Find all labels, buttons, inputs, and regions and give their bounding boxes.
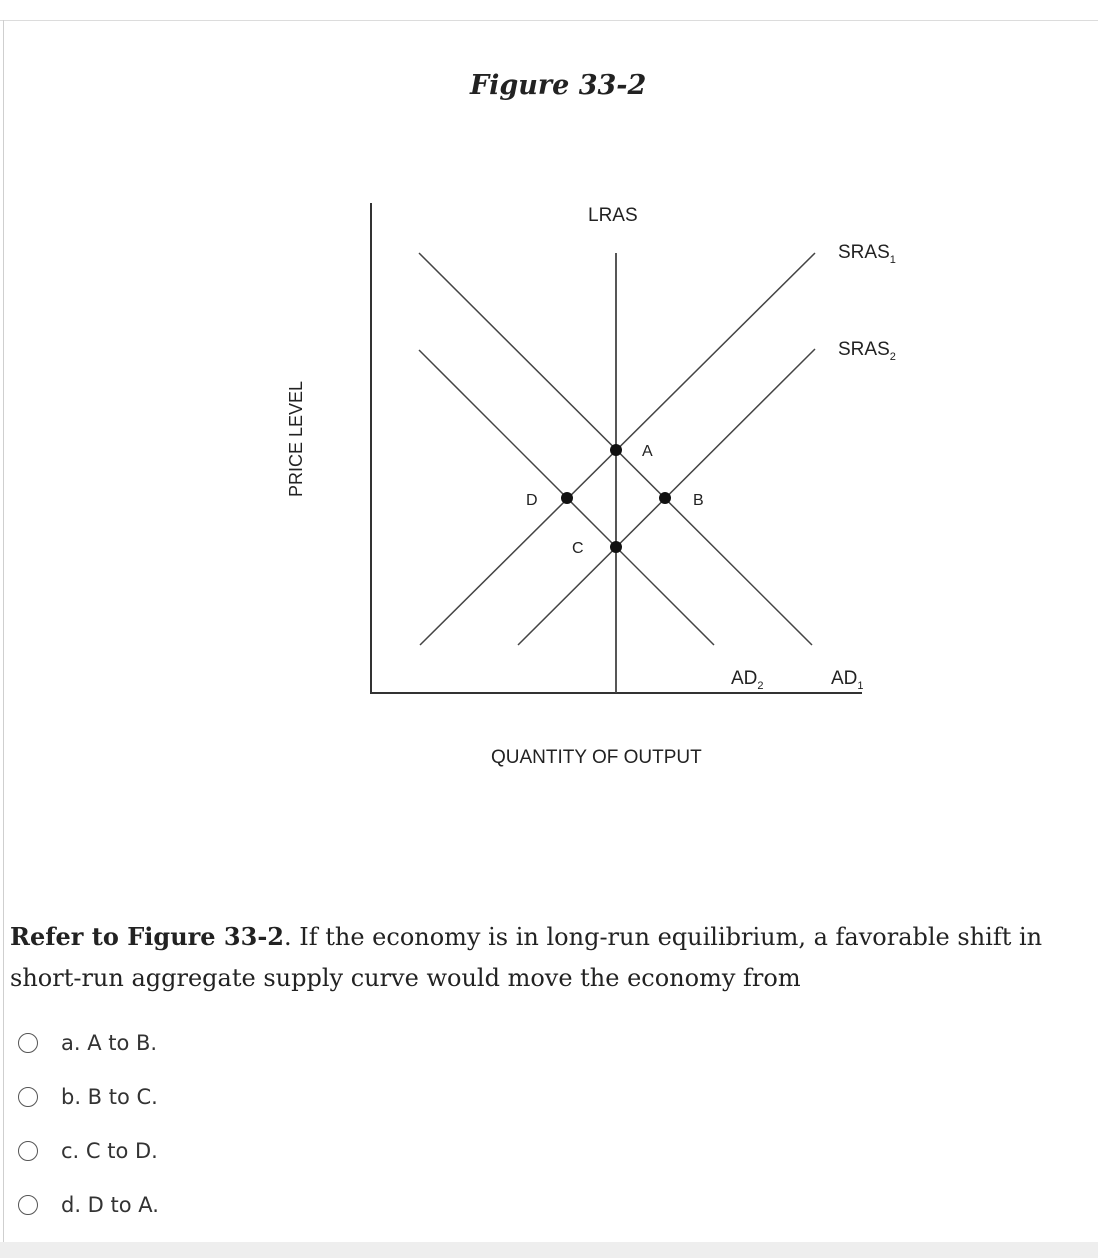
radio-button-icon[interactable]: [18, 1033, 38, 1053]
page-bottom-strip: [0, 1242, 1098, 1258]
question-figure-ref: Refer to Figure 33-2: [10, 922, 284, 951]
sras2-label: $SRAS_2$: [838, 339, 896, 363]
point-a-label: A: [642, 443, 653, 460]
ad2-label: $AD_2$: [731, 668, 764, 692]
ad1-label: $AD_1$: [831, 668, 864, 692]
point-b-dot: [659, 492, 671, 504]
question-text: [10, 916, 1080, 999]
option-c-label: c. C to D.: [61, 1139, 158, 1163]
radio-button-icon[interactable]: [18, 1195, 38, 1215]
y-axis-label: PRICE LEVEL: [286, 380, 306, 497]
point-d-label: D: [526, 492, 538, 509]
radio-button-icon[interactable]: [18, 1141, 38, 1161]
point-c-label: C: [572, 540, 584, 557]
point-d-dot: [561, 492, 573, 504]
option-d[interactable]: [18, 1187, 318, 1223]
radio-button-icon[interactable]: [18, 1087, 38, 1107]
option-d-label: d. D to A.: [61, 1193, 159, 1217]
lras-label: LRAS: [588, 205, 638, 226]
option-c[interactable]: [18, 1133, 318, 1169]
point-a-dot: [610, 444, 622, 456]
option-b[interactable]: [18, 1079, 318, 1115]
point-c-dot: [610, 541, 622, 553]
option-a[interactable]: [18, 1025, 318, 1061]
point-b-label: B: [693, 492, 704, 509]
option-a-label: a. A to B.: [61, 1031, 158, 1055]
question-body: . If the economy is in long-run equilibrium, a favorable shift in short-run aggregate supply curve would move the economy from: [10, 923, 1043, 992]
sras1-label: $SRAS_1$: [838, 242, 896, 266]
option-b-label: b. B to C.: [61, 1085, 158, 1109]
x-axis-label: QUANTITY OF OUTPUT: [491, 747, 702, 768]
figure-title: Figure 33-2: [470, 70, 647, 101]
